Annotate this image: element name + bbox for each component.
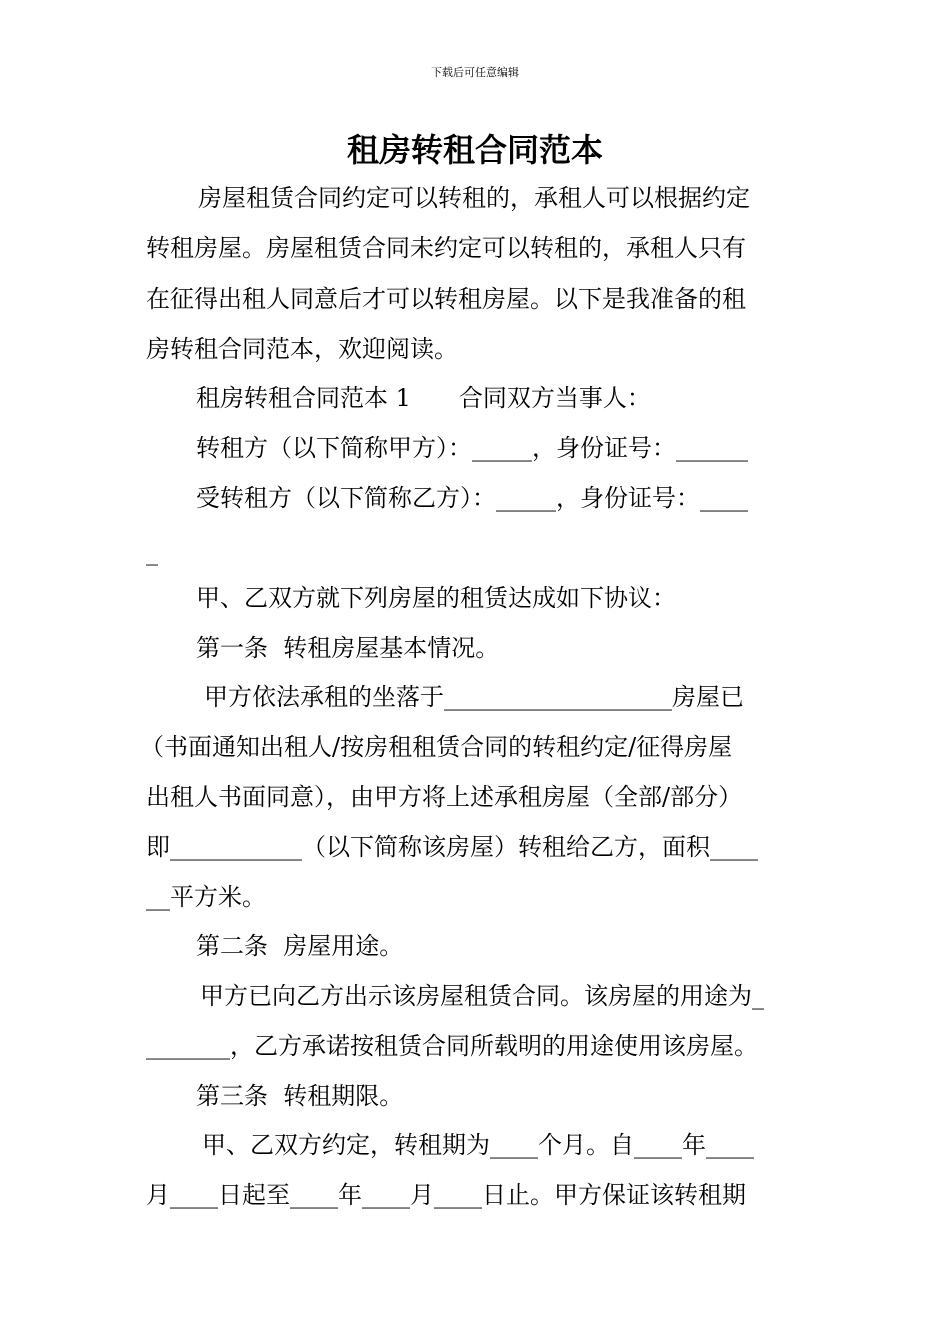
paragraph-line: 甲方依法承租的坐落于___________________房屋已 [204, 683, 744, 711]
paragraph-line: 甲、乙双方就下列房屋的租赁达成如下协议： [196, 584, 676, 612]
paragraph-line: _______，乙方承诺按租赁合同所载明的用途使用该房屋。 [146, 1032, 758, 1060]
section-heading: 第二条 房屋用途。 [196, 932, 404, 960]
header-note: 下载后可任意编辑 [431, 66, 519, 79]
section-heading: 第一条 转租房屋基本情况。 [196, 634, 500, 662]
paragraph-line: 在征得出租人同意后才可以转租房屋。以下是我准备的租 [146, 285, 746, 313]
paragraph-line: （书面通知出租人/按房租租赁合同的转租约定/征得房屋 [140, 733, 733, 761]
paragraph-line: _ [146, 538, 158, 566]
section-heading: 第三条 转租期限。 [196, 1082, 404, 1110]
paragraph-line: 受转租方（以下简称乙方）：_____，身份证号：____ [196, 484, 748, 512]
paragraph-line: 即___________（以下简称该房屋）转租给乙方，面积____ [146, 833, 758, 861]
paragraph-line: 房屋租赁合同约定可以转租的，承租人可以根据约定 [198, 184, 750, 212]
document-title: 租房转租合同范本 [346, 131, 603, 169]
paragraph-line: 月____日起至____年____月____日止。甲方保证该转租期 [146, 1181, 746, 1209]
paragraph-line: 甲方已向乙方出示该房屋租赁合同。该房屋的用途为_ [200, 982, 764, 1010]
paragraph-line: 租房转租合同范本 1 合同双方当事人： [196, 384, 651, 412]
paragraph-line: 转租方（以下简称甲方）：_____，身份证号：______ [196, 434, 748, 462]
paragraph-line: 出租人书面同意），由甲方将上述承租房屋（全部/部分） [146, 783, 743, 811]
paragraph-line: 房转租合同范本，欢迎阅读。 [146, 335, 458, 363]
paragraph-line: __平方米。 [146, 883, 266, 911]
paragraph-line: 转租房屋。房屋租赁合同未约定可以转租的，承租人只有 [146, 234, 746, 262]
paragraph-line: 甲、乙双方约定，转租期为____个月。自____年____ [202, 1131, 754, 1159]
